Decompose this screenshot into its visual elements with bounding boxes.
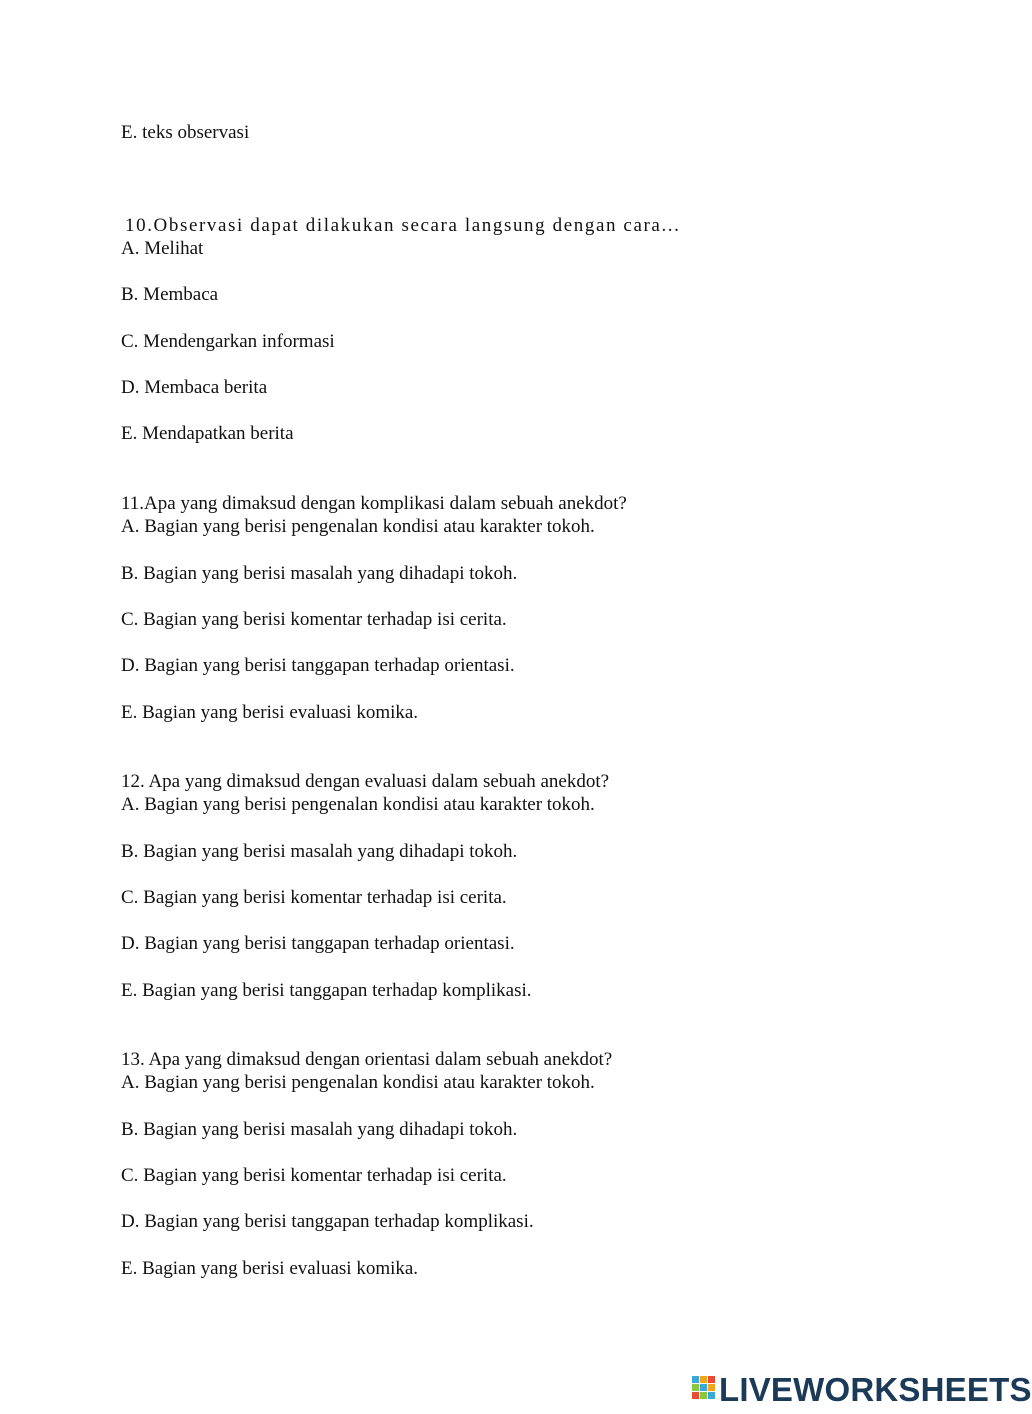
option-13b: B. Bagian yang berisi masalah yang dihadapi tokoh. (121, 1119, 518, 1140)
liveworksheets-logo (691, 1372, 1032, 1408)
option-13d: D. Bagian yang berisi tanggapan terhadap komplikasi. (121, 1211, 534, 1232)
option-11a: A. Bagian yang berisi pengenalan kondisi atau karakter tokoh. (121, 516, 595, 537)
option-10c: C. Mendengarkan informasi (121, 331, 335, 352)
option-12d: D. Bagian yang berisi tanggapan terhadap orientasi. (121, 933, 515, 954)
option-9e: E. teks observasi (121, 122, 250, 143)
question-10: 10.Observasi dapat dilakukan secara langsung dengan cara... (125, 215, 681, 236)
option-11d: D. Bagian yang berisi tanggapan terhadap orientasi. (121, 655, 515, 676)
option-10d: D. Membaca berita (121, 377, 268, 398)
option-11b: B. Bagian yang berisi masalah yang dihadapi tokoh. (121, 563, 518, 584)
option-11c: C. Bagian yang berisi komentar terhadap isi cerita. (121, 609, 507, 630)
liveworksheets-logo-icon (691, 1375, 717, 1405)
question-11: 11.Apa yang dimaksud dengan komplikasi dalam sebuah anekdot? (121, 493, 627, 514)
option-13c: C. Bagian yang berisi komentar terhadap isi cerita. (121, 1165, 507, 1186)
option-10e: E. Mendapatkan berita (121, 423, 294, 444)
option-10a: A. Melihat (121, 238, 204, 259)
option-13e: E. Bagian yang berisi evaluasi komika. (121, 1258, 419, 1279)
option-11e: E. Bagian yang berisi evaluasi komika. (121, 702, 419, 723)
option-12c: C. Bagian yang berisi komentar terhadap isi cerita. (121, 887, 507, 908)
option-13a: A. Bagian yang berisi pengenalan kondisi atau karakter tokoh. (121, 1072, 595, 1093)
option-12a: A. Bagian yang berisi pengenalan kondisi atau karakter tokoh. (121, 794, 595, 815)
question-13: 13. Apa yang dimaksud dengan orientasi dalam sebuah anekdot? (121, 1049, 613, 1070)
option-12b: B. Bagian yang berisi masalah yang dihadapi tokoh. (121, 841, 518, 862)
option-12e: E. Bagian yang berisi tanggapan terhadap komplikasi. (121, 980, 532, 1001)
question-12: 12. Apa yang dimaksud dengan evaluasi dalam sebuah anekdot? (121, 771, 610, 792)
option-10b: B. Membaca (121, 284, 219, 305)
liveworksheets-logo-text: LIVEWORKSHEETS (719, 1371, 1032, 1408)
